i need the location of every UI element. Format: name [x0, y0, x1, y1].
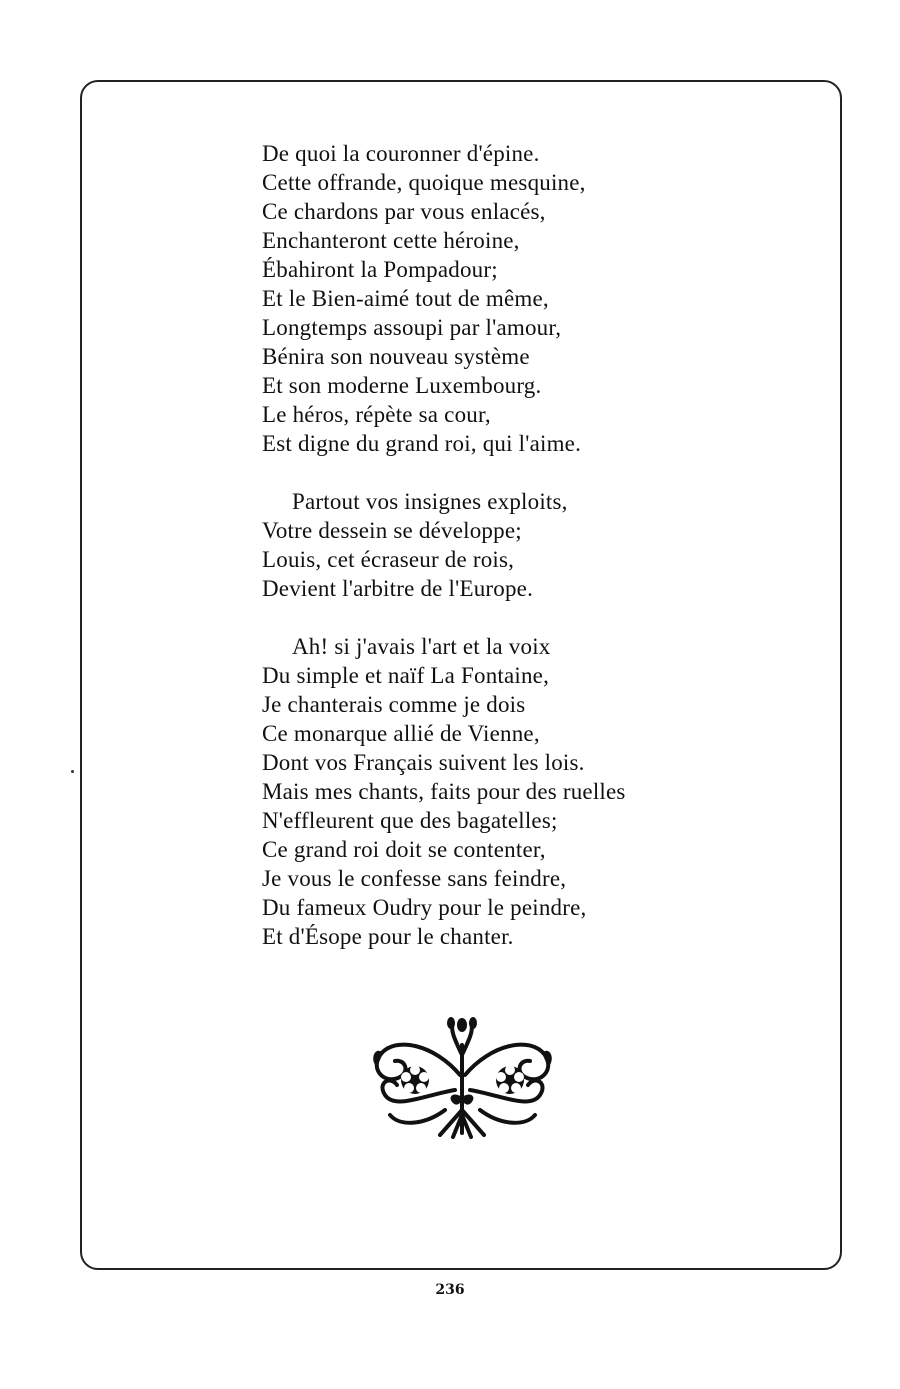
poem — [262, 139, 742, 980]
verse-line: Du simple et naïf La Fontaine, — [262, 663, 550, 688]
verse-line: Est digne du grand roi, qui l'aime. — [262, 431, 582, 456]
verse-line: Et d'Ésope pour le chanter. — [262, 924, 514, 949]
verse-line: Longtemps assoupi par l'amour, — [262, 315, 562, 340]
verse-line: Dont vos Français suivent les lois. — [262, 750, 585, 775]
verse-line: Et son moderne Luxembourg. — [262, 373, 542, 398]
verse-line: N'effleurent que des bagatelles; — [262, 808, 558, 833]
verse-line: Louis, cet écraseur de rois, — [262, 547, 515, 572]
verse-line: Cette offrande, quoique mesquine, — [262, 170, 586, 195]
verse-line: Mais mes chants, faits pour des ruelles — [262, 779, 626, 804]
verse-line: Ce monarque allié de Vienne, — [262, 721, 540, 746]
stanza-1 — [262, 139, 742, 458]
verse-line: Le héros, répète sa cour, — [262, 402, 491, 427]
stanza-3 — [262, 632, 742, 951]
verse-line: Je vous le confesse sans feindre, — [262, 866, 567, 891]
page-number: 236 — [435, 1282, 465, 1298]
verse-line: Et le Bien-aimé tout de même, — [262, 286, 549, 311]
verse-line: Enchanteront cette héroine, — [262, 228, 520, 253]
verse-line: Ah! si j'avais l'art et la voix — [292, 634, 551, 659]
verse-line: Du fameux Oudry pour le peindre, — [262, 895, 587, 920]
verse-line: Ce grand roi doit se contenter, — [262, 837, 546, 862]
stanza-2 — [262, 487, 742, 603]
verse-line: De quoi la couronner d'épine. — [262, 141, 540, 166]
verse-line: Devient l'arbitre de l'Europe. — [262, 576, 534, 601]
ink-speck — [71, 770, 74, 773]
verse-line: Votre dessein se développe; — [262, 518, 522, 543]
verse-line: Je chanterais comme je dois — [262, 692, 526, 717]
verse-line: Partout vos insignes exploits, — [292, 489, 568, 514]
floral-vignette-icon — [365, 1015, 560, 1140]
verse-line: Ce chardons par vous enlacés, — [262, 199, 546, 224]
verse-line: Ébahiront la Pompadour; — [262, 257, 498, 282]
verse-line: Bénira son nouveau système — [262, 344, 530, 369]
